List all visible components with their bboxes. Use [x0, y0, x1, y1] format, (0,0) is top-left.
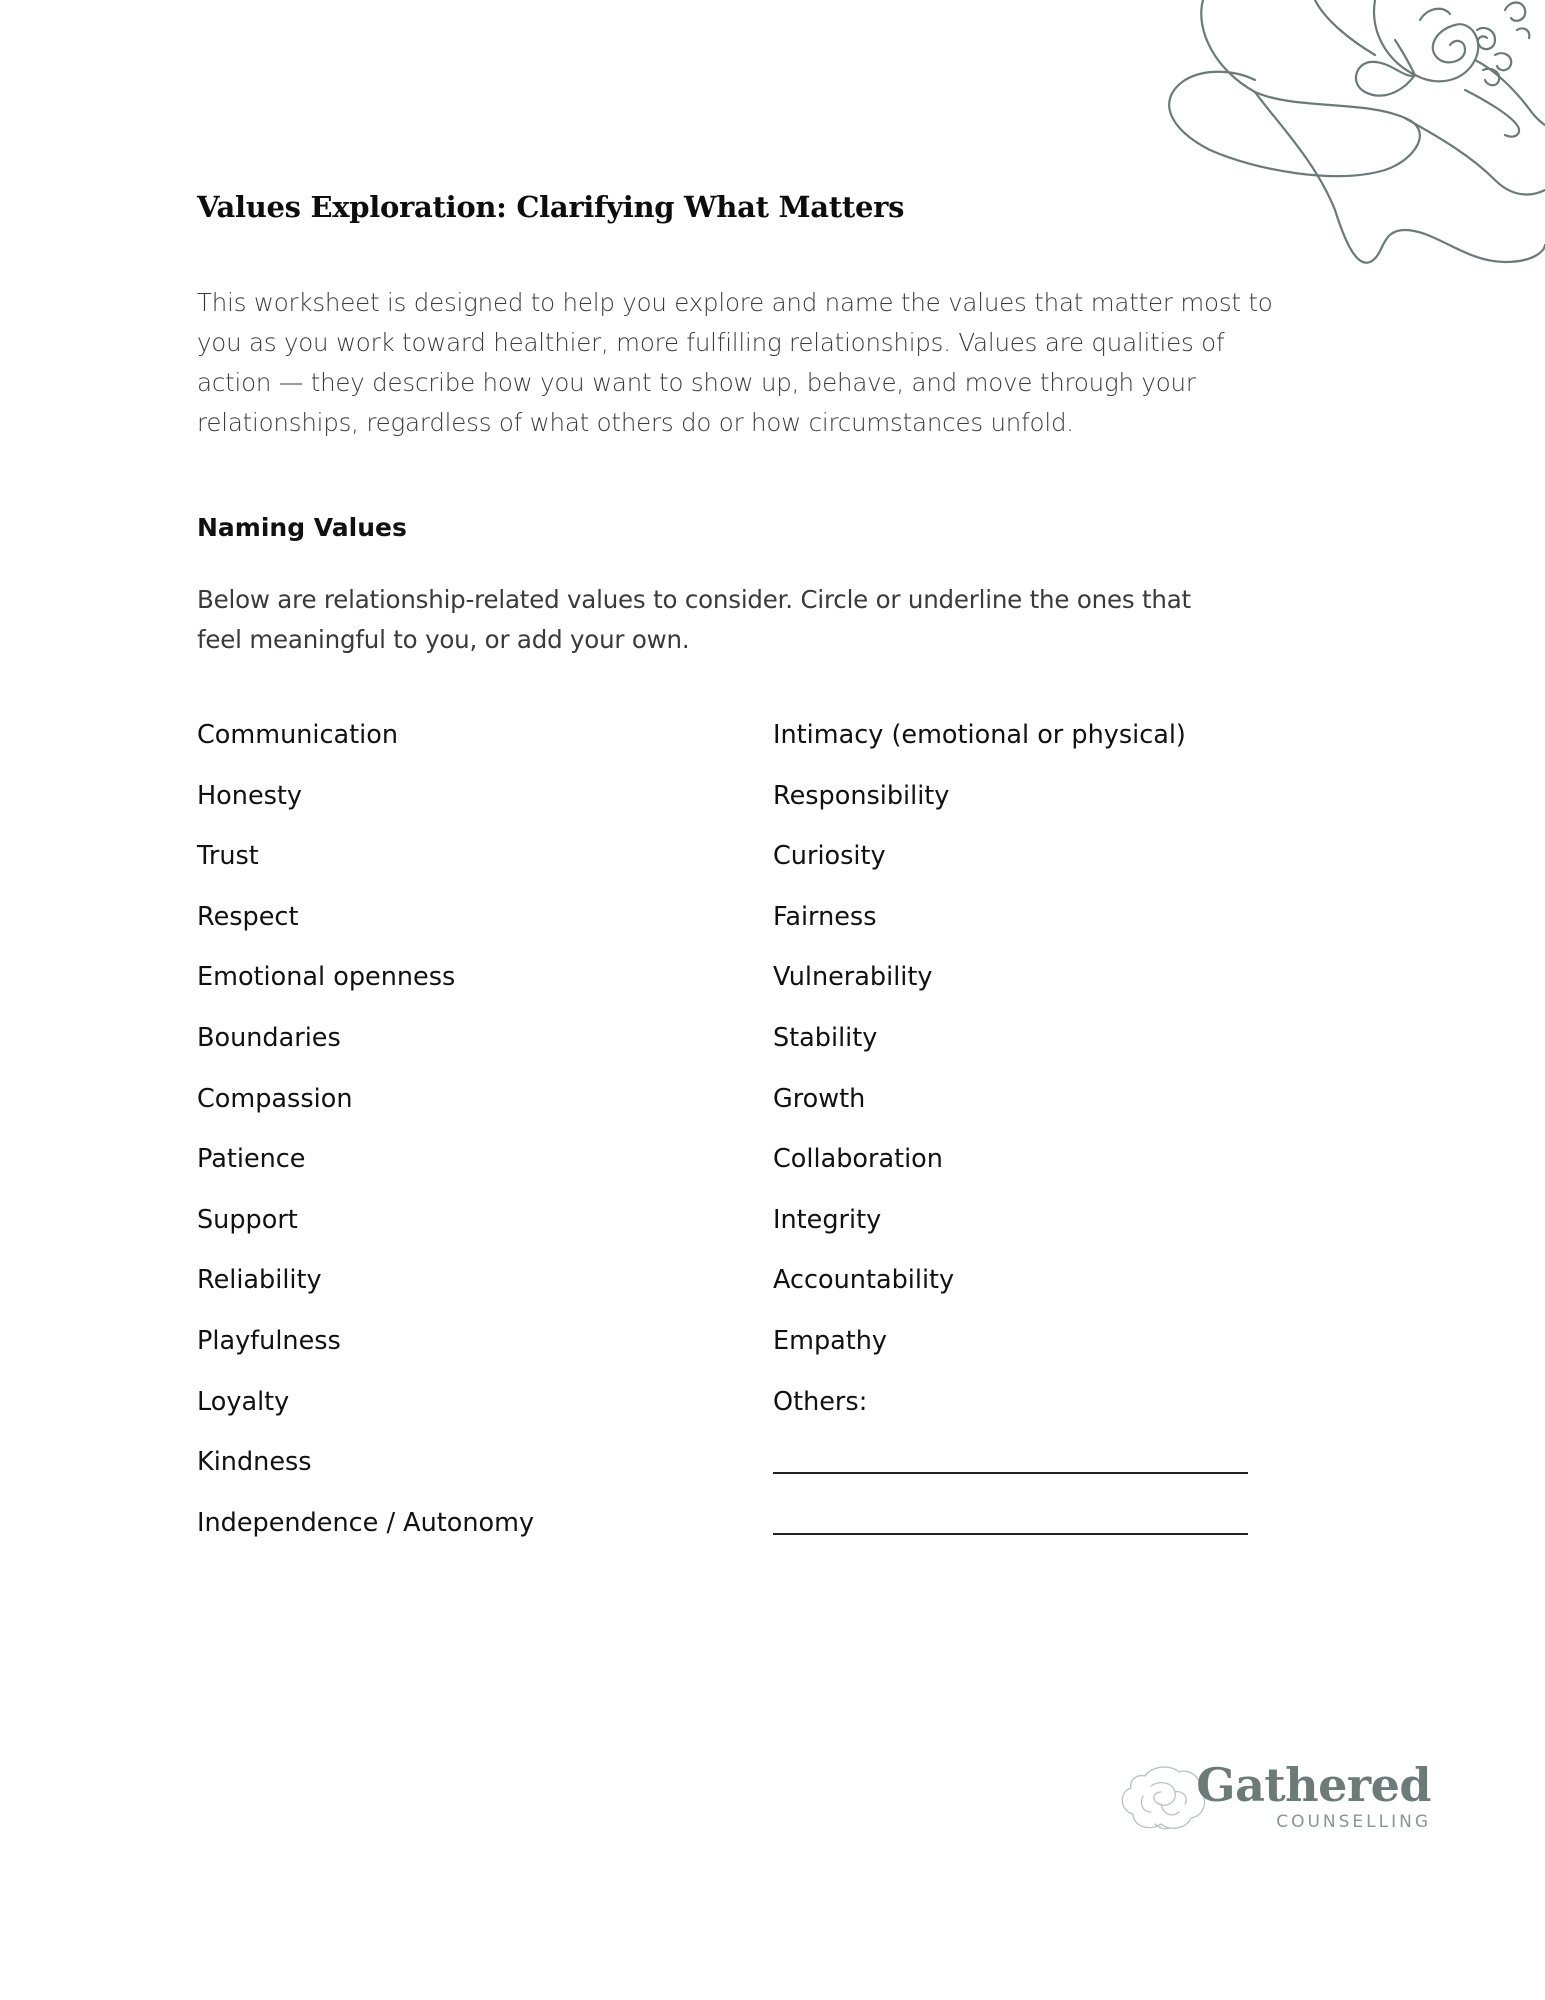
value-item: Stability [773, 1022, 878, 1053]
value-item: Boundaries [197, 1022, 341, 1053]
value-item: Empathy [773, 1325, 888, 1356]
value-item: Support [197, 1204, 298, 1235]
brand-logo [1115, 1758, 1445, 1837]
instruction-paragraph: Below are relationship-related values to consider. Circle or underline the ones that feel meaningful to you, or add your own. [197, 585, 1191, 654]
value-item: Responsibility [773, 780, 950, 811]
brand-subtitle: COUNSELLING [1276, 1812, 1431, 1832]
page-title: Values Exploration: Clarifying What Matters [197, 190, 905, 224]
value-item: Loyalty [197, 1386, 290, 1417]
value-item: Curiosity [773, 841, 886, 872]
flower-line-art-icon [1165, 0, 1545, 270]
values-list-right [773, 715, 1248, 1563]
value-item: Growth [773, 1083, 866, 1114]
value-item: Vulnerability [773, 962, 933, 993]
value-item: Playfulness [197, 1325, 341, 1356]
value-item: Fairness [773, 901, 877, 932]
value-item: Intimacy (emotional or physical) [773, 720, 1186, 750]
values-list-left [197, 715, 534, 1563]
value-item: Honesty [197, 780, 303, 811]
value-item: Collaboration [773, 1144, 943, 1175]
brand-name: Gathered [1196, 1758, 1431, 1812]
value-item: Independence / Autonomy [197, 1507, 535, 1538]
value-item: Communication [197, 720, 398, 750]
value-item: Compassion [197, 1083, 353, 1114]
value-item: Integrity [773, 1204, 882, 1235]
write-in-line[interactable] [773, 1503, 1248, 1535]
value-item: Emotional openness [197, 962, 456, 993]
write-in-line-row [773, 1503, 1248, 1564]
value-item: Trust [197, 841, 259, 872]
others-label: Others: [773, 1386, 868, 1417]
write-in-line-row [773, 1442, 1248, 1503]
write-in-line[interactable] [773, 1442, 1248, 1474]
section-heading: Naming Values [197, 513, 407, 542]
intro-paragraph: This worksheet is designed to help you explore and name the values that matter most to you as you work toward healthier, more fulfilling relationships. Values are qualities of action — they describe how you want to show up, behave, and move through your relationships, regardless of what others do or how circumstances unfold. [197, 288, 1273, 437]
value-item: Kindness [197, 1447, 312, 1478]
value-item: Respect [197, 901, 299, 932]
value-item: Accountability [773, 1265, 955, 1296]
value-item: Reliability [197, 1265, 322, 1296]
value-item: Patience [197, 1144, 306, 1175]
